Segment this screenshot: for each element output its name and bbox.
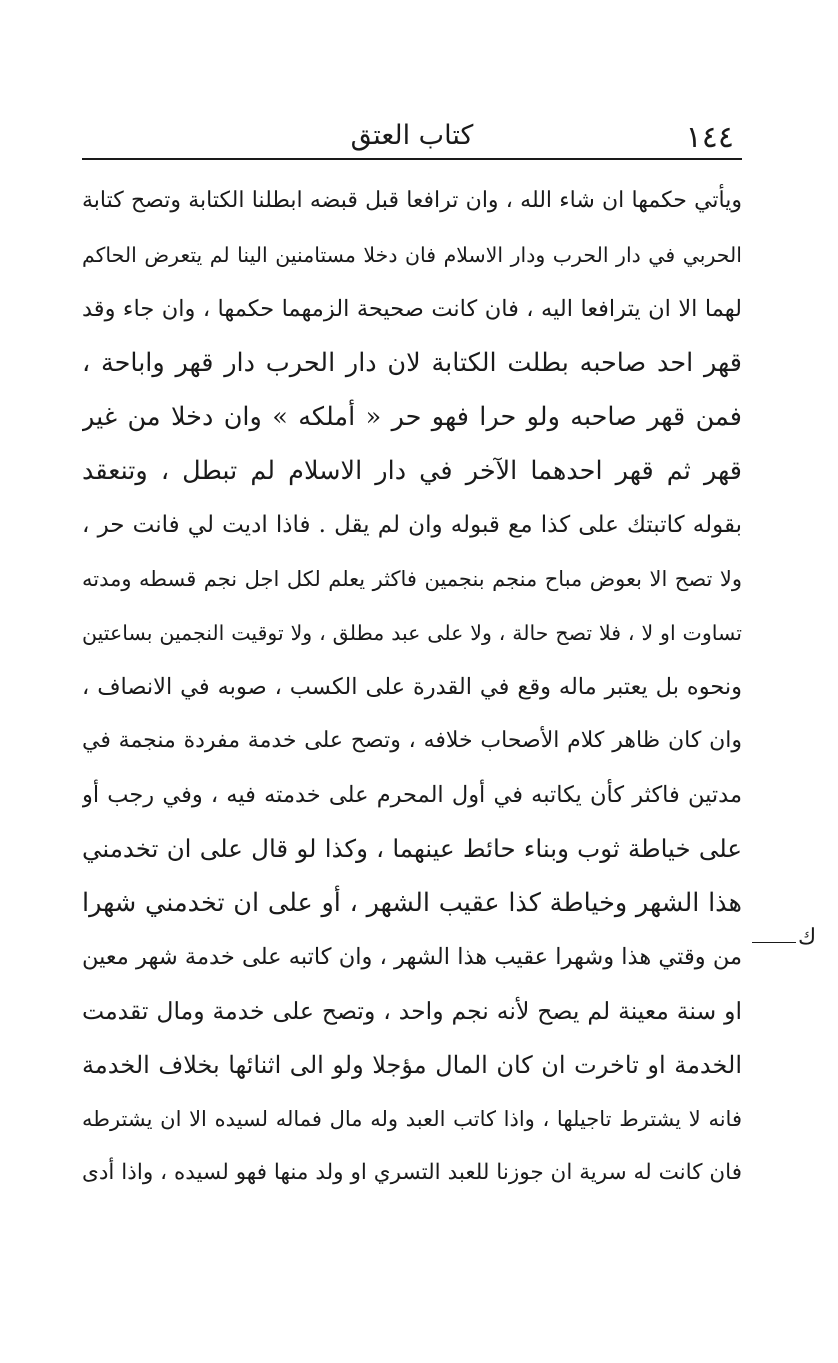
text-line: من وقتي هذا وشهرا عقيب هذا الشهر ، وان كاتبه على خدمة شهر معين — [82, 944, 742, 970]
text-line: ونحوه بل يعتبر ماله وقع في القدرة على الكسب ، صوبه في الانصاف ، — [82, 674, 742, 700]
margin-stroke — [752, 942, 796, 943]
page-header — [82, 118, 742, 158]
text-line: قهر احد صاحبه بطلت الكتابة لان دار الحرب دار قهر واباحة ، — [82, 348, 742, 378]
text-line: الخدمة او تاخرت ان كان المال مؤجلا ولو الى اثنائها بخلاف الخدمة — [82, 1051, 742, 1079]
margin-note-text: ك — [798, 925, 817, 950]
text-line: وان كان ظاهر كلام الأصحاب خلافه ، وتصح على خدمة مفردة منجمة في — [82, 728, 742, 753]
header-divider — [82, 158, 742, 160]
text-line: مدتين فاكثر كأن يكاتبه في أول المحرم على خدمته فيه ، وفي رجب أو — [82, 782, 742, 808]
page-number: ١٤٤ — [685, 120, 734, 155]
text-line: الحربي في دار الحرب ودار الاسلام فان دخلا مستامنين الينا لم يتعرض الحاكم — [82, 243, 742, 267]
text-line: فانه لا يشترط تاجيلها ، واذا كاتب العبد وله مال فماله لسيده الا ان يشترطه — [82, 1107, 742, 1131]
text-line: لهما الا ان يترافعا اليه ، فان كانت صحيحة الزمهما حكمها ، وان جاء وقد — [82, 296, 742, 322]
text-line: على خياطة ثوب وبناء حائط عينهما ، وكذا لو قال على ان تخدمني — [82, 834, 742, 863]
running-title: كتاب العتق — [350, 120, 474, 151]
margin-note — [752, 925, 817, 954]
text-line: او سنة معينة لم يصح لأنه نجم واحد ، وتصح على خدمة ومال تقدمت — [82, 997, 742, 1025]
text-line: تساوت او لا ، فلا تصح حالة ، ولا على عبد مطلق ، ولا توقيت النجمين بساعتين — [82, 621, 742, 645]
text-line: فمن قهر صاحبه ولو حرا فهو حر « أملكه » وان دخلا من غير — [82, 402, 742, 432]
text-line: ولا تصح الا بعوض مباح منجم بنجمين فاكثر يعلم لكل اجل نجم قسطه ومدته — [82, 567, 742, 591]
text-line: ويأتي حكمها ان شاء الله ، وان ترافعا قبل قبضه ابطلنا الكتابة وتصح كتابة — [82, 188, 742, 213]
text-line: فان كانت له سرية ان جوزنا للعبد التسري او ولد منها فهو لسيده ، واذا أدى — [82, 1160, 742, 1185]
text-line: بقوله كاتبتك على كذا مع قبوله وان لم يقل . فاذا اديت لي فانت حر ، — [82, 512, 742, 538]
body-text — [82, 174, 742, 1200]
text-line: قهر ثم قهر احدهما الآخر في دار الاسلام لم تبطل ، وتنعقد — [82, 456, 742, 486]
text-line: هذا الشهر وخياطة كذا عقيب الشهر ، أو على ان تخدمني شهرا — [82, 888, 742, 918]
